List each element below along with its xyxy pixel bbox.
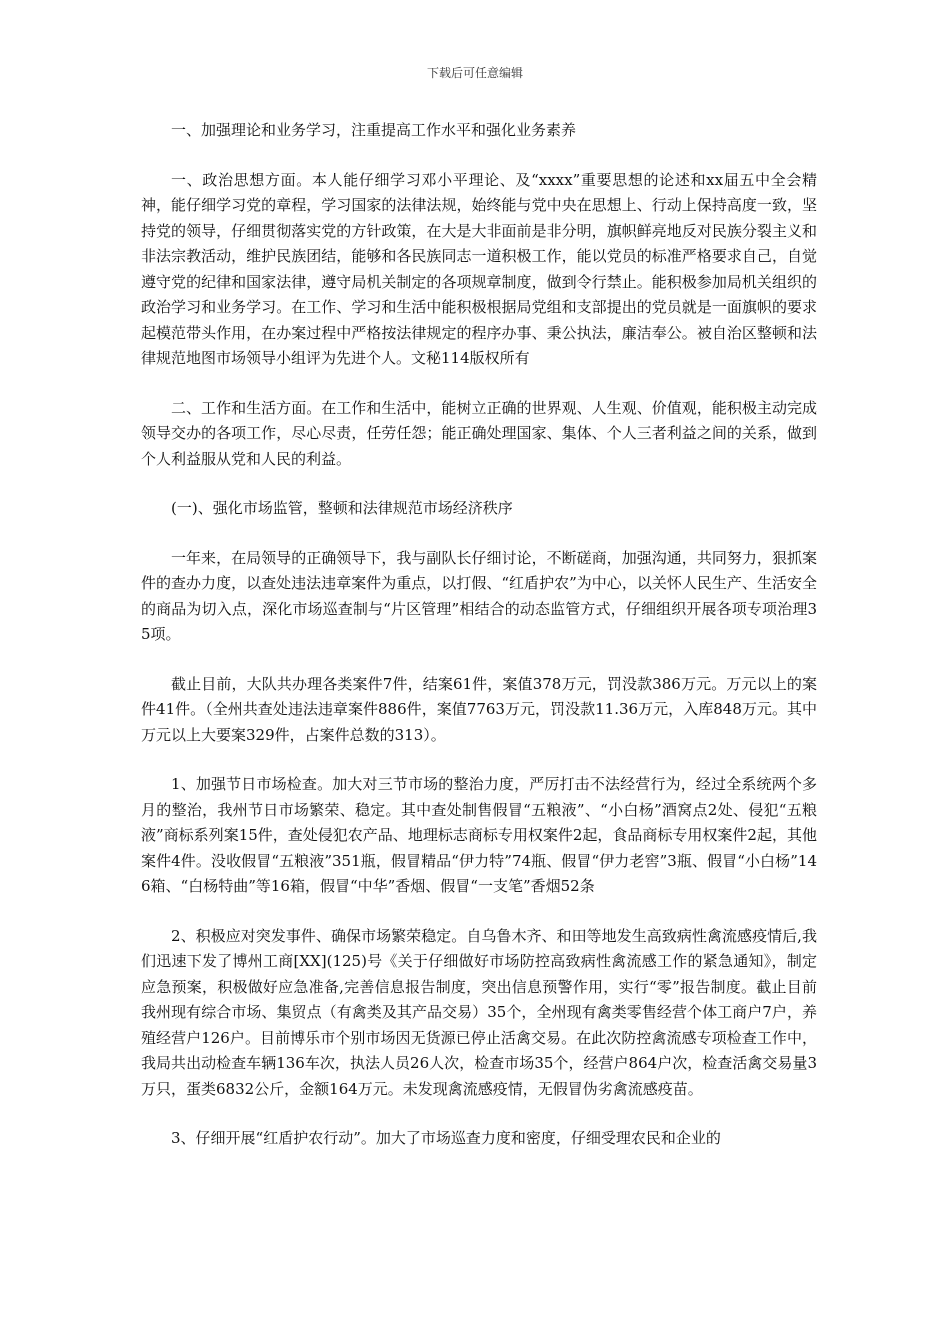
- paragraph-work-and-life: 二、工作和生活方面。在工作和生活中，能树立正确的世界观、人生观、价值观，能积极主动完成领导交办的各项工作，尽心尽责，任劳任怨；能正确处理国家、集体、个人三者利益之间的关系，做到个人利益服从党和人民的利益。: [141, 398, 817, 468]
- paragraph-case-statistics: 截止目前，大队共办理各类案件7件，结案61件，案值378万元，罚没款386万元。万元以上的案件41件。（全州共查处违法违章案件886件，案值7763万元，罚没款11.36万元，入库848万元。其中万元以上大要案329件，占案件总数的313）。: [141, 674, 817, 744]
- paragraph-emergency-response: 2、积极应对突发事件、确保市场繁荣稳定。自乌鲁木齐、和田等地发生高致病性禽流感疫情后,我们迅速下发了博州工商[XX](125)号《关于仔细做好市场防控高致病性禽流感工作的紧急通知》，制定应急预案，积极做好应急准备,完善信息报告制度，突出信息预警作用，实行“零”报告制度。截止目前我州现有综合市场、集贸点（有禽类及其产品交易）35个，全州现有禽类零售经营个体工商户7户，养殖经营户126户。目前博乐市个别市场因无货源已停止活禽交易。在此次防控禽流感专项检查工作中，我局共出动检查车辆136车次，执法人员26人次，检查市场35个，经营户864户次，检查活禽交易量3万只，蛋类6832公斤，金额164万元。未发现禽流感疫情，无假冒伪劣禽流感疫苗。: [141, 926, 817, 1098]
- paragraph-year-summary: 一年来，在局领导的正确领导下，我与副队长仔细讨论，不断磋商，加强沟通，共同努力，狠抓案件的查办力度，以查处违法违章案件为重点，以打假、“红盾护农”为中心，以关怀人民生产、生活安全的商品为切入点，深化市场巡查制与“片区管理”相结合的动态监管方式，仔细组织开展各项专项治理35项。: [141, 548, 817, 643]
- section-heading-1: 一、加强理论和业务学习，注重提高工作水平和强化业务素养: [171, 121, 577, 139]
- paragraph-political-thought: 一、政治思想方面。本人能仔细学习邓小平理论、及“xxxx”重要思想的论述和xx届五中全会精神，能仔细学习党的章程，学习国家的法律法规，始终能与党中央在思想上、行动上保持高度一致，坚持党的领导，仔细贯彻落实党的方针政策，在大是大非面前是非分明，旗帜鲜亮地反对民族分裂主义和非法宗教活动，维护民族团结，能够和各民族同志一道积极工作，能以党员的标准严格要求自己，自觉遵守党的纪律和国家法律，遵守局机关制定的各项规章制度，做到令行禁止。能积极参加局机关组织的政治学习和业务学习。在工作、学习和生活中能积极根据局党组和支部提出的党员就是一面旗帜的要求起模范带头作用，在办案过程中严格按法律规定的程序办事、秉公执法，廉洁奉公。被自治区整顿和法律规范地图市场领导小组评为先进个人。文秘114版权所有: [141, 170, 817, 367]
- header-note: 下载后可任意编辑: [426, 66, 523, 80]
- document-body: [141, 118, 817, 1176]
- section-heading-2: (一)、强化市场监管，整顿和法律规范市场经济秩序: [171, 499, 513, 517]
- paragraph-holiday-market-inspection: 1、加强节日市场检查。加大对三节市场的整治力度，严厉打击不法经营行为，经过全系统两个多月的整治，我州节日市场繁荣、稳定。其中查处制售假冒“五粮液”、“小白杨”酒窝点2处、侵犯“五粮液”商标系列案15件，查处侵犯农产品、地理标志商标专用权案件2起，食品商标专用权案件2起，其他案件4件。没收假冒“五粮液”351瓶，假冒精品“伊力特”74瓶、假冒“伊力老窖”3瓶、假冒“小白杨”146箱、“白杨特曲”等16箱，假冒“中华”香烟、假冒“一支笔”香烟52条: [141, 775, 817, 895]
- paragraph-red-shield-action: 3、仔细开展“红盾护农行动”。加大了市场巡查力度和密度，仔细受理农民和企业的: [171, 1129, 721, 1147]
